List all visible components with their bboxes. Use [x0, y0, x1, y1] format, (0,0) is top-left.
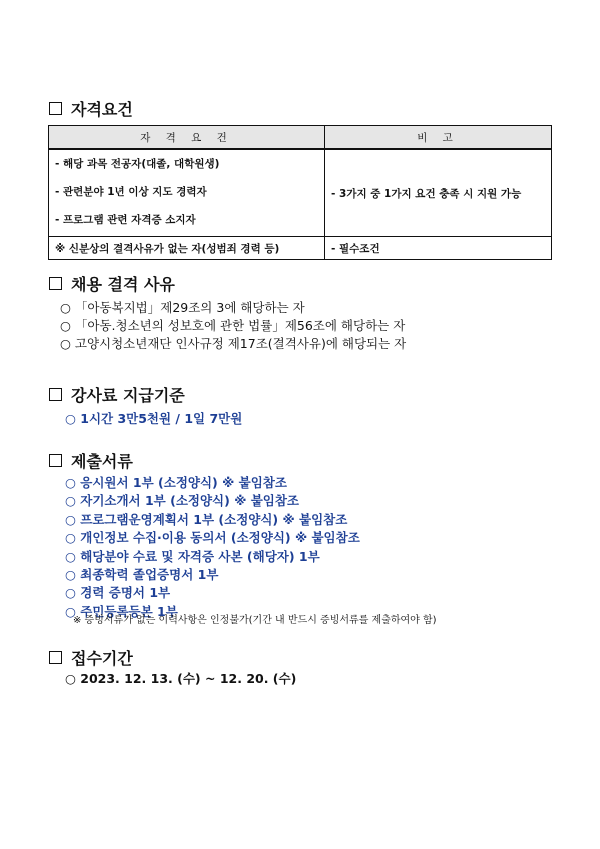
list-item: ○ 프로그램운영계획서 1부 (소정양식) ※ 붙임참조: [65, 511, 348, 527]
requirement-item: - 관련분야 1년 이상 지도 경력자: [55, 186, 207, 198]
list-item: ○ 자기소개서 1부 (소정양식) ※ 붙임참조: [65, 493, 299, 509]
checkbox-square-icon: [49, 277, 62, 290]
requirements-cell: [49, 149, 325, 237]
footer-condition: ※ 신분상의 결격사유가 없는 자(성범죄 경력 등): [49, 237, 325, 260]
section-title-disqualification: 채용 결격 사유: [49, 272, 175, 295]
checkbox-square-icon: [49, 454, 62, 467]
list-item: ○ 해당분야 수료 및 자격증 사본 (해당자) 1부: [65, 548, 320, 564]
footer-required: - 필수조건: [325, 237, 552, 260]
list-item: ○ 「아동복지법」제29조의 3에 해당하는 자: [60, 300, 305, 315]
list-item: ○ 주민등록등본 1부: [65, 603, 178, 619]
documents-list: [65, 474, 360, 621]
table-header-requirements: 자 격 요 건: [49, 126, 325, 150]
requirement-item: - 해당 과목 전공자(대졸, 대학원생): [55, 158, 220, 170]
list-item: ○ 응시원서 1부 (소정양식) ※ 붙임참조: [65, 475, 287, 490]
section-title-documents: 제출서류: [49, 449, 133, 472]
fee-item: ○ 1시간 3만5천원 / 1일 7만원: [65, 411, 243, 426]
requirements-note: - 3가지 중 1가지 요건 충족 시 지원 가능: [325, 149, 552, 237]
section-title-qualifications: 자격요건: [49, 97, 133, 120]
checkbox-square-icon: [49, 102, 62, 115]
list-item: ○ 고양시청소년재단 인사규정 제17조(결격사유)에 해당되는 자: [60, 336, 407, 351]
section-title-period: 접수기간: [49, 646, 133, 669]
list-item: ○ 개인정보 수집·이용 동의서 (소정양식) ※ 붙임참조: [65, 530, 360, 546]
checkbox-square-icon: [49, 651, 62, 664]
disqualification-list: [60, 299, 406, 353]
requirement-item: - 프로그램 관련 자격증 소지자: [55, 214, 196, 226]
list-item: ○ 「아동.청소년의 성보호에 관한 법률」제56조에 해당하는 자: [60, 318, 406, 333]
documents-note: ※ 증빙서류가 없는 이력사항은 인정불가(기간 내 반드시 증빙서류를 제출하여야 함): [73, 615, 437, 626]
period-item: ○ 2023. 12. 13. (수) ~ 12. 20. (수): [65, 671, 297, 686]
list-item: ○ 최종학력 졸업증명서 1부: [65, 567, 219, 583]
qualifications-table: [48, 125, 552, 260]
list-item: ○ 경력 증명서 1부: [65, 585, 171, 601]
table-header-remarks: 비 고: [325, 126, 552, 150]
checkbox-square-icon: [49, 388, 62, 401]
section-title-fee: 강사료 지급기준: [49, 383, 185, 406]
